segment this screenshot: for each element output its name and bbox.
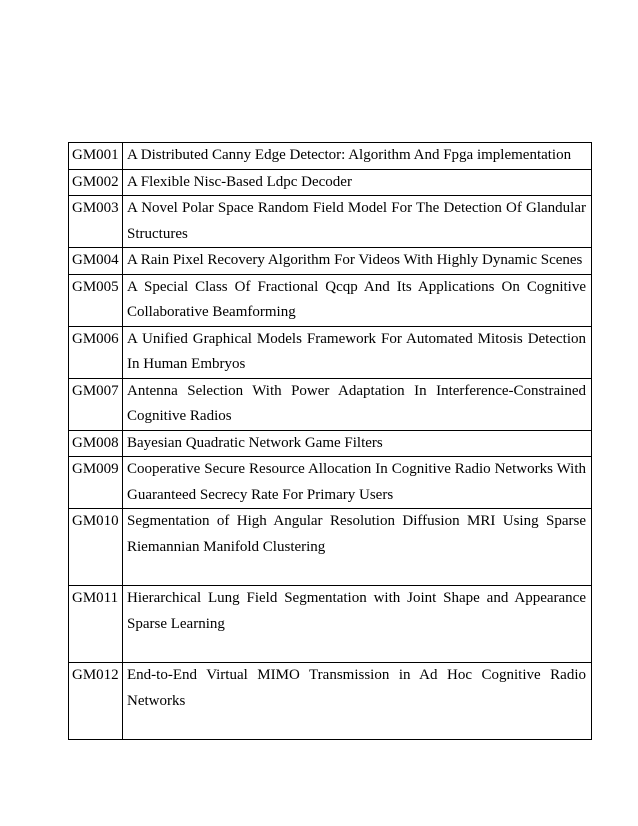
project-title: A Novel Polar Space Random Field Model For The Detection Of Glandular Structures bbox=[123, 196, 592, 248]
project-code: GM009 bbox=[69, 457, 123, 509]
project-title: A Special Class Of Fractional Qcqp And Its Applications On Cognitive Collaborative Beamforming bbox=[123, 274, 592, 326]
table-row bbox=[69, 509, 592, 586]
project-code: GM004 bbox=[69, 248, 123, 275]
project-code: GM008 bbox=[69, 430, 123, 457]
project-code: GM012 bbox=[69, 663, 123, 740]
project-table bbox=[68, 142, 592, 740]
project-code: GM003 bbox=[69, 196, 123, 248]
project-title: Hierarchical Lung Field Segmentation with Joint Shape and Appearance Sparse Learning bbox=[123, 586, 592, 663]
table-row bbox=[69, 274, 592, 326]
table-row bbox=[69, 663, 592, 740]
project-title: A Flexible Nisc-Based Ldpc Decoder bbox=[123, 169, 592, 196]
table-row bbox=[69, 378, 592, 430]
table-row bbox=[69, 248, 592, 275]
project-title: Bayesian Quadratic Network Game Filters bbox=[123, 430, 592, 457]
project-code: GM007 bbox=[69, 378, 123, 430]
project-title: A Distributed Canny Edge Detector: Algorithm And Fpga implementation bbox=[123, 143, 592, 170]
project-title: Antenna Selection With Power Adaptation In Interference-Constrained Cognitive Radios bbox=[123, 378, 592, 430]
project-title: A Unified Graphical Models Framework For Automated Mitosis Detection In Human Embryos bbox=[123, 326, 592, 378]
table-row bbox=[69, 457, 592, 509]
project-code: GM006 bbox=[69, 326, 123, 378]
table-row bbox=[69, 326, 592, 378]
project-code: GM010 bbox=[69, 509, 123, 586]
table-row bbox=[69, 586, 592, 663]
table-row bbox=[69, 430, 592, 457]
project-title: Cooperative Secure Resource Allocation In Cognitive Radio Networks With Guaranteed Secrecy Rate For Primary Users bbox=[123, 457, 592, 509]
table-row bbox=[69, 143, 592, 170]
project-code: GM011 bbox=[69, 586, 123, 663]
project-code: GM001 bbox=[69, 143, 123, 170]
project-title: Segmentation of High Angular Resolution Diffusion MRI Using Sparse Riemannian Manifold Clustering bbox=[123, 509, 592, 586]
project-code: GM002 bbox=[69, 169, 123, 196]
project-title: A Rain Pixel Recovery Algorithm For Videos With Highly Dynamic Scenes bbox=[123, 248, 592, 275]
table-row bbox=[69, 169, 592, 196]
project-code: GM005 bbox=[69, 274, 123, 326]
table-row bbox=[69, 196, 592, 248]
project-title: End-to-End Virtual MIMO Transmission in Ad Hoc Cognitive Radio Networks bbox=[123, 663, 592, 740]
